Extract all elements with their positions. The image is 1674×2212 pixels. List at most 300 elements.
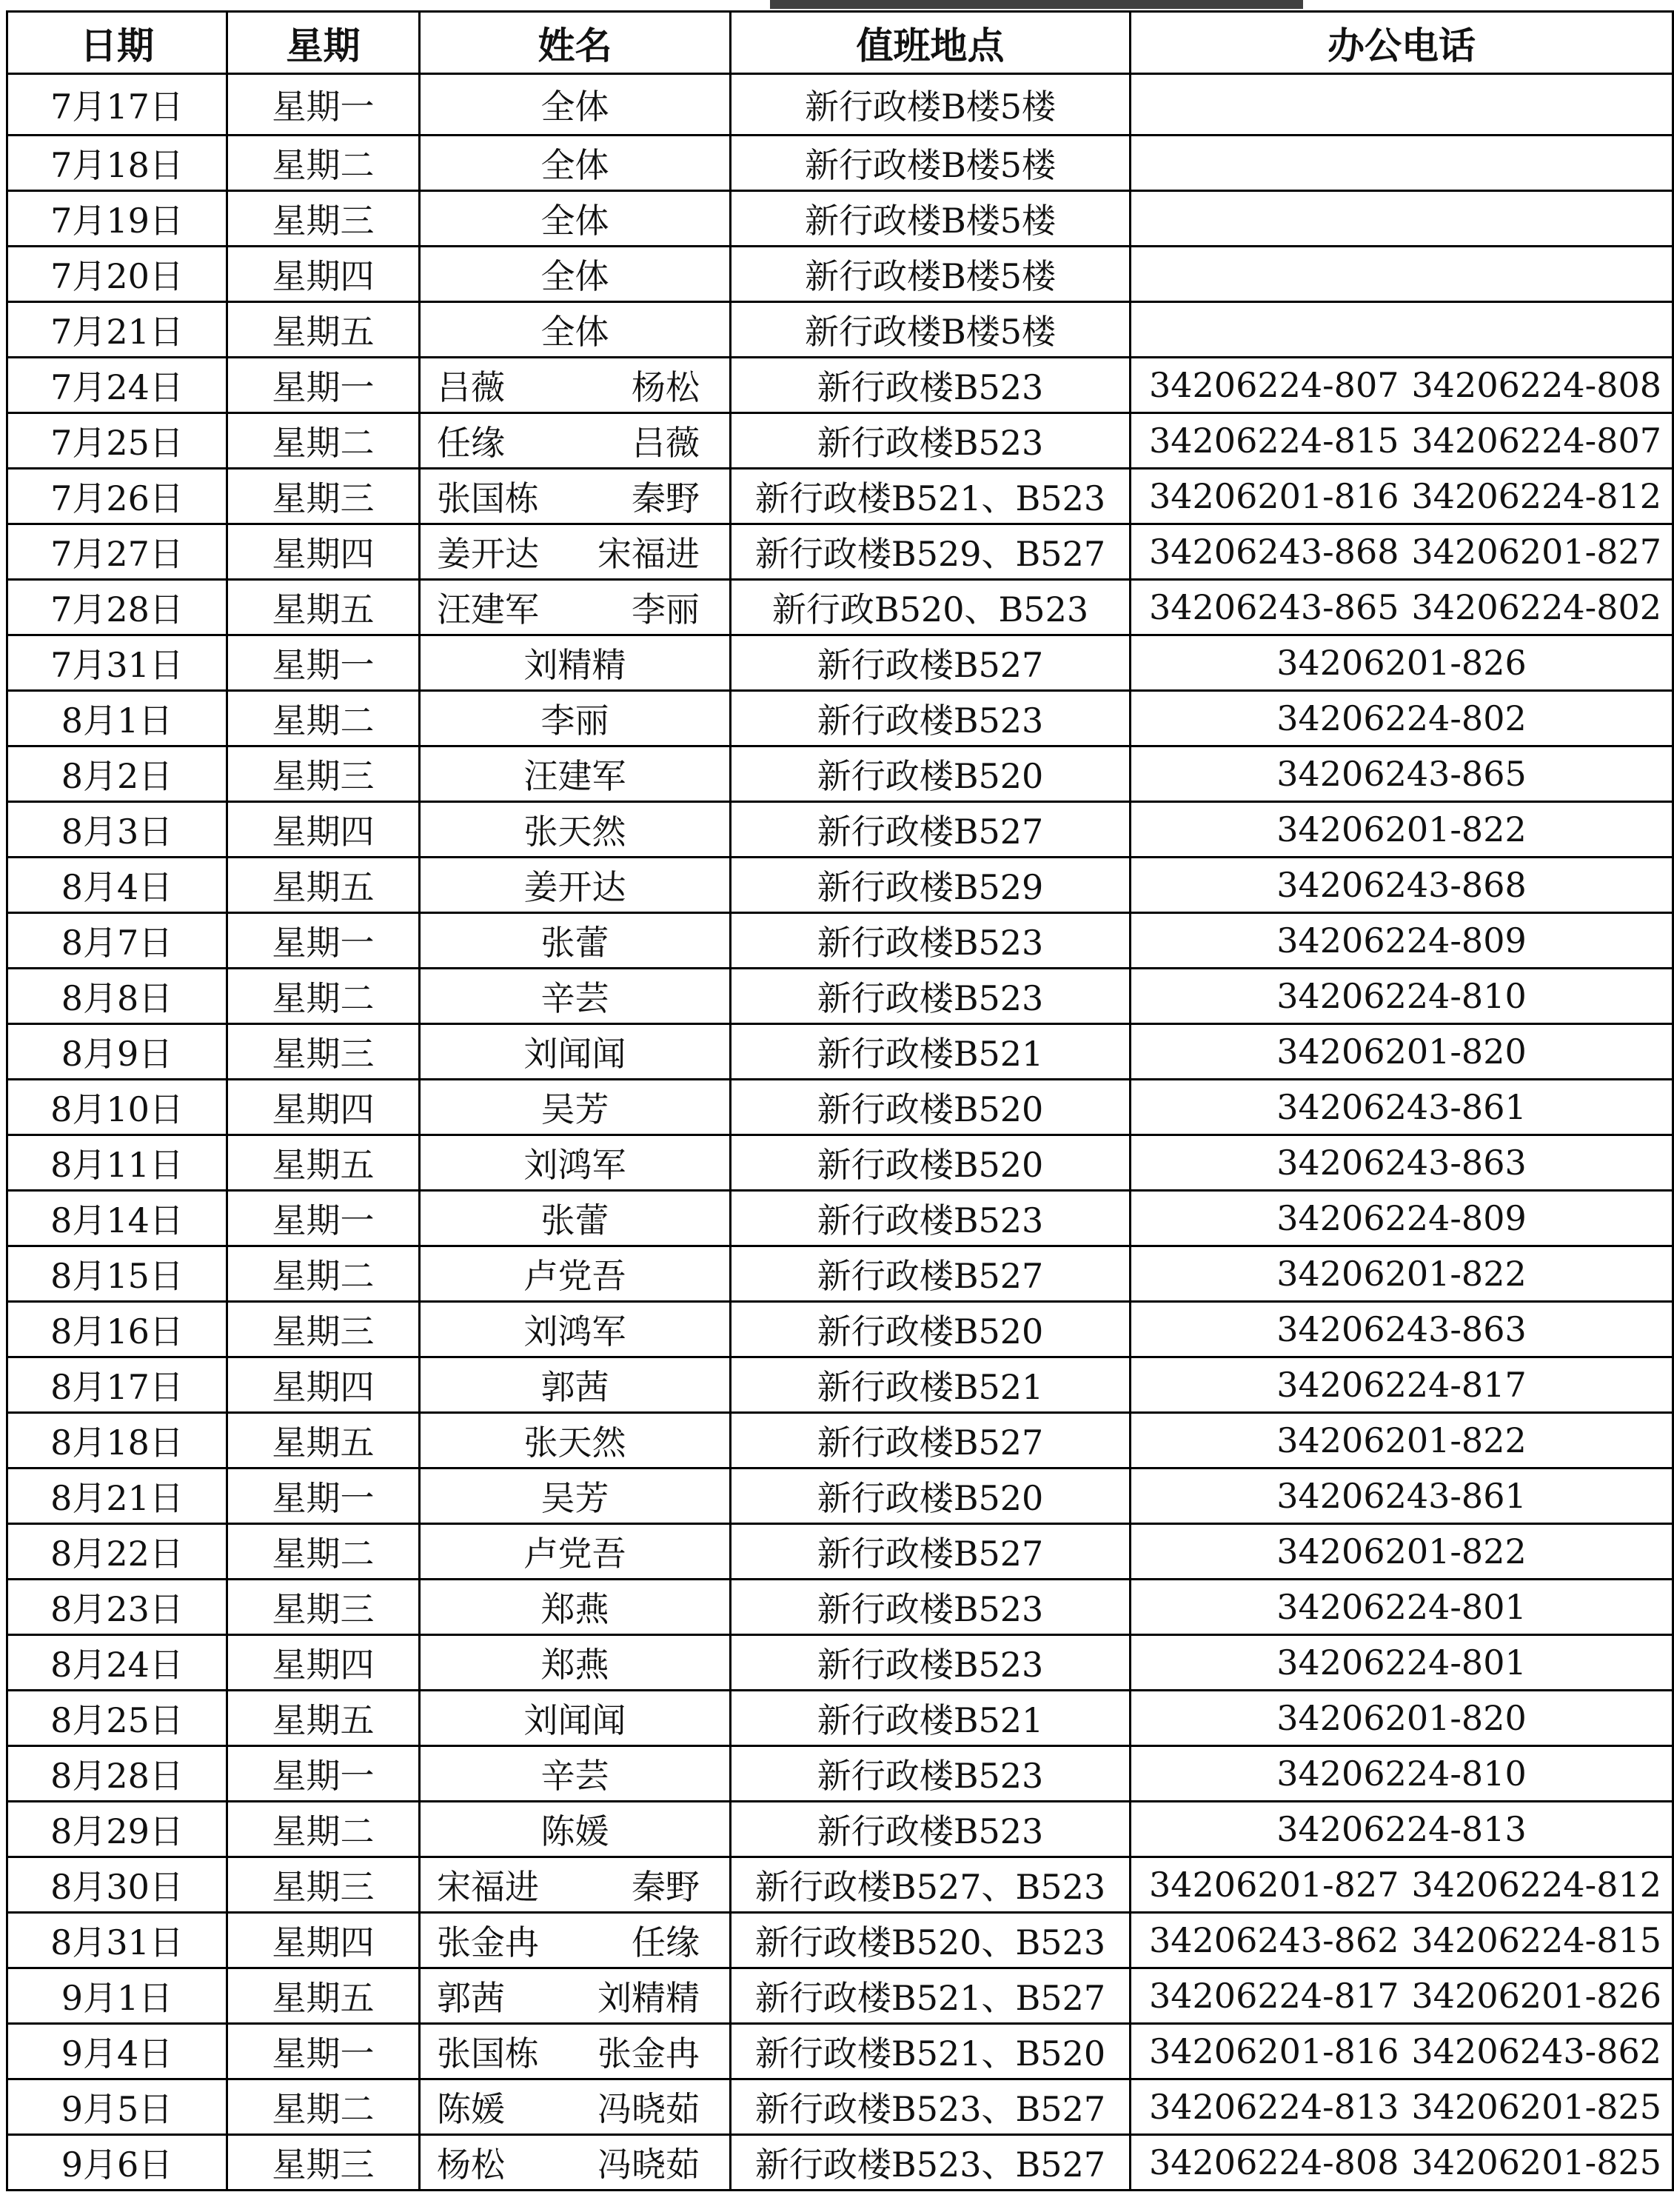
phone-number: 34206224-808 [1411,365,1661,405]
table-row [7,913,1673,969]
cell-name: 陈媛 [420,1802,731,1857]
cell-name [420,469,731,524]
phone-number: 34206224-812 [1411,476,1661,516]
table-row [7,1746,1673,1802]
cell-date: 7月31日 [7,635,227,691]
cell-name: 辛芸 [420,1746,731,1802]
cell-name: 刘鸿军 [420,1302,731,1357]
cell-name: 刘鸿军 [420,1135,731,1191]
phone-number: 34206201-825 [1411,2142,1661,2182]
table-row [7,413,1673,469]
duty-person: 刘精精 [597,1978,700,2018]
phone-number: 34206224-815 [1411,1920,1661,1960]
cell-location: 新行政楼B527 [731,635,1131,691]
cell-weekday: 星期三 [227,1302,420,1357]
cell-name: 张蕾 [420,913,731,969]
cell-name: 郭茜 [420,1357,731,1413]
cell-date: 8月25日 [7,1691,227,1746]
phone-pair [1131,365,1672,405]
phone-pair [1131,476,1672,516]
cell-weekday: 星期四 [227,247,420,302]
cell-weekday: 星期四 [227,1635,420,1691]
cell-name: 刘精精 [420,635,731,691]
cell-location: 新行政楼B521、B520 [731,2024,1131,2079]
table-row [7,635,1673,691]
cell-weekday: 星期三 [227,1024,420,1080]
duty-person: 吕薇 [437,367,505,407]
cell-phone: 34206224-813 [1131,1802,1673,1857]
cell-phone: 34206224-802 [1131,691,1673,746]
cell-date: 8月4日 [7,858,227,913]
cell-location: 新行政楼B523、B527 [731,2079,1131,2135]
phone-number: 34206224-802 [1411,587,1661,627]
table-row [7,302,1673,358]
cell-name: 全体 [420,247,731,302]
cell-date: 7月17日 [7,74,227,136]
cell-phone [1131,2079,1673,2135]
cell-weekday: 星期四 [227,1913,420,1968]
cell-date: 7月24日 [7,358,227,413]
cell-phone [1131,191,1673,247]
table-row [7,1913,1673,1968]
cell-location: 新行政楼B楼5楼 [731,136,1131,191]
cell-name [420,413,731,469]
cell-location: 新行政楼B523、B527 [731,2135,1131,2191]
table-row [7,136,1673,191]
cell-phone [1131,1968,1673,2024]
cell-phone: 34206243-863 [1131,1302,1673,1357]
cell-location: 新行政楼B520 [731,1468,1131,1524]
duty-person: 李丽 [632,589,700,629]
cell-location: 新行政楼B523 [731,1635,1131,1691]
cell-date: 8月24日 [7,1635,227,1691]
cell-location: 新行政楼B520 [731,1080,1131,1135]
cell-name [420,524,731,580]
cell-location: 新行政楼B523 [731,358,1131,413]
cell-date: 9月4日 [7,2024,227,2079]
cell-name: 全体 [420,302,731,358]
duty-person: 张国栋 [437,2034,539,2074]
table-row [7,191,1673,247]
duty-person: 宋福进 [597,534,700,574]
table-row [7,2135,1673,2191]
cell-name: 卢党吾 [420,1524,731,1580]
cell-date: 8月10日 [7,1080,227,1135]
name-pair [421,2082,729,2131]
cell-weekday: 星期三 [227,1857,420,1913]
cell-name: 吴芳 [420,1080,731,1135]
cell-phone [1131,302,1673,358]
cell-location: 新行政楼B523 [731,1802,1131,1857]
cell-name: 姜开达 [420,858,731,913]
duty-person: 吕薇 [632,423,700,463]
cell-weekday: 星期五 [227,1691,420,1746]
cell-phone: 34206243-861 [1131,1468,1673,1524]
table-row [7,247,1673,302]
cell-location: 新行政楼B523 [731,1580,1131,1635]
cell-weekday: 星期五 [227,1135,420,1191]
cell-weekday: 星期五 [227,1413,420,1468]
name-pair [421,1860,729,1909]
table-row [7,1191,1673,1246]
cell-weekday: 星期二 [227,1524,420,1580]
table-row [7,691,1673,746]
phone-number: 34206201-825 [1411,2087,1661,2127]
cell-weekday: 星期二 [227,691,420,746]
cell-name [420,1857,731,1913]
cell-phone: 34206224-809 [1131,1191,1673,1246]
cell-phone [1131,2135,1673,2191]
cell-name: 郑燕 [420,1580,731,1635]
table-row [7,1246,1673,1302]
cell-name: 李丽 [420,691,731,746]
phone-number: 34206224-807 [1411,421,1661,461]
duty-person: 汪建军 [437,589,539,629]
duty-person: 宋福进 [437,1867,539,1907]
cell-phone [1131,1857,1673,1913]
table-row [7,746,1673,802]
cell-phone [1131,247,1673,302]
duty-person: 任缘 [437,423,505,463]
name-pair [421,416,729,465]
header-row [7,12,1673,74]
table-row [7,1580,1673,1635]
phone-number: 34206224-812 [1411,1865,1661,1905]
phone-number: 34206224-807 [1149,365,1399,405]
table-row [7,1691,1673,1746]
cell-date: 8月1日 [7,691,227,746]
table-row [7,2079,1673,2135]
cell-date: 7月19日 [7,191,227,247]
cell-weekday: 星期二 [227,136,420,191]
header-date: 日期 [7,12,227,74]
cell-location: 新行政楼B520 [731,1302,1131,1357]
name-pair [421,2027,729,2076]
table-row [7,1024,1673,1080]
name-pair [421,472,729,521]
cell-phone: 34206224-817 [1131,1357,1673,1413]
cell-name: 张天然 [420,802,731,858]
cell-name [420,1968,731,2024]
cell-name [420,580,731,635]
cell-weekday: 星期五 [227,580,420,635]
cell-location: 新行政楼B521 [731,1024,1131,1080]
cell-phone: 34206224-810 [1131,969,1673,1024]
table-row [7,2024,1673,2079]
phone-number: 34206201-816 [1149,476,1399,516]
cell-location: 新行政楼B527 [731,802,1131,858]
cell-location: 新行政楼B楼5楼 [731,247,1131,302]
table-row [7,74,1673,136]
cell-weekday: 星期二 [227,1246,420,1302]
cell-phone: 34206224-801 [1131,1635,1673,1691]
cell-weekday: 星期一 [227,913,420,969]
cell-location: 新行政楼B521 [731,1691,1131,1746]
phone-number: 34206201-816 [1149,2031,1399,2071]
cell-location: 新行政楼B521、B523 [731,469,1131,524]
cell-location: 新行政楼B520 [731,1135,1131,1191]
cell-phone: 34206201-822 [1131,1413,1673,1468]
cell-phone [1131,469,1673,524]
cell-date: 8月18日 [7,1413,227,1468]
header-weekday: 星期 [227,12,420,74]
cell-weekday: 星期一 [227,1468,420,1524]
name-pair [421,361,729,410]
phone-pair [1131,2142,1672,2182]
cell-weekday: 星期一 [227,358,420,413]
roster-body [7,74,1673,2191]
phone-pair [1131,1920,1672,1960]
cell-weekday: 星期四 [227,1080,420,1135]
cell-name: 刘闻闻 [420,1024,731,1080]
cell-date: 8月30日 [7,1857,227,1913]
duty-person: 陈媛 [437,2089,505,2129]
cell-date: 8月7日 [7,913,227,969]
table-row [7,1857,1673,1913]
table-row [7,469,1673,524]
table-row [7,1413,1673,1468]
phone-number: 34206201-827 [1411,532,1661,572]
cell-phone [1131,136,1673,191]
cell-name: 全体 [420,74,731,136]
table-row [7,1802,1673,1857]
cell-name [420,1913,731,1968]
cell-location: 新行政楼B楼5楼 [731,74,1131,136]
cell-phone [1131,524,1673,580]
cell-date: 8月22日 [7,1524,227,1580]
duty-person: 张金冉 [597,2034,700,2074]
cell-phone [1131,358,1673,413]
duty-person: 杨松 [632,367,700,407]
cell-name [420,358,731,413]
phone-pair [1131,2031,1672,2071]
cell-name: 全体 [420,191,731,247]
cell-date: 7月18日 [7,136,227,191]
cell-weekday: 星期四 [227,802,420,858]
cell-date: 8月8日 [7,969,227,1024]
cell-date: 7月26日 [7,469,227,524]
table-row [7,358,1673,413]
cell-location: 新行政楼B523 [731,413,1131,469]
name-pair [421,2138,729,2187]
duty-roster-sheet [6,10,1672,2191]
duty-person: 秦野 [632,478,700,518]
cell-name: 郑燕 [420,1635,731,1691]
cell-date: 8月16日 [7,1302,227,1357]
phone-pair [1131,2087,1672,2127]
header-location: 值班地点 [731,12,1131,74]
cell-phone: 34206201-822 [1131,1246,1673,1302]
cell-name [420,2135,731,2191]
cell-date: 7月27日 [7,524,227,580]
duty-person: 冯晓茹 [597,2145,700,2185]
cell-phone [1131,413,1673,469]
cell-location: 新行政楼B521、B527 [731,1968,1131,2024]
cell-name: 卢党吾 [420,1246,731,1302]
name-pair [421,1916,729,1965]
cell-weekday: 星期一 [227,1191,420,1246]
cell-location: 新行政楼B527 [731,1246,1131,1302]
cell-date: 7月28日 [7,580,227,635]
cell-name: 吴芳 [420,1468,731,1524]
table-row [7,580,1673,635]
duty-person: 张金冉 [437,1922,539,1962]
cell-name: 全体 [420,136,731,191]
phone-pair [1131,587,1672,627]
cropped-title-remnant [770,0,1303,9]
phone-number: 34206243-862 [1149,1920,1399,1960]
cell-location: 新行政楼B521 [731,1357,1131,1413]
cell-weekday: 星期三 [227,191,420,247]
cell-date: 9月1日 [7,1968,227,2024]
cell-location: 新行政B520、B523 [731,580,1131,635]
cell-phone [1131,580,1673,635]
cell-date: 8月21日 [7,1468,227,1524]
cell-date: 8月31日 [7,1913,227,1968]
cell-location: 新行政楼B529 [731,858,1131,913]
table-row [7,524,1673,580]
cell-phone: 34206243-865 [1131,746,1673,802]
table-row [7,858,1673,913]
phone-number: 34206224-817 [1149,1976,1399,2016]
table-row [7,969,1673,1024]
cell-weekday: 星期一 [227,2024,420,2079]
phone-pair [1131,532,1672,572]
cell-weekday: 星期三 [227,469,420,524]
cell-weekday: 星期二 [227,2079,420,2135]
cell-location: 新行政楼B520 [731,746,1131,802]
duty-roster-table [6,10,1674,2191]
table-row [7,1357,1673,1413]
cell-date: 7月20日 [7,247,227,302]
cell-name: 张天然 [420,1413,731,1468]
cell-phone [1131,74,1673,136]
cell-phone: 34206201-822 [1131,1524,1673,1580]
phone-number: 34206243-868 [1149,532,1399,572]
cell-phone: 34206224-809 [1131,913,1673,969]
duty-person: 郭茜 [437,1978,505,2018]
cell-weekday: 星期一 [227,74,420,136]
cell-location: 新行政楼B523 [731,1191,1131,1246]
table-row [7,1524,1673,1580]
phone-pair [1131,421,1672,461]
cell-date: 8月28日 [7,1746,227,1802]
cell-phone: 34206201-826 [1131,635,1673,691]
cell-date: 8月29日 [7,1802,227,1857]
cell-date: 8月14日 [7,1191,227,1246]
cell-location: 新行政楼B523 [731,969,1131,1024]
cell-date: 8月11日 [7,1135,227,1191]
cell-weekday: 星期五 [227,302,420,358]
cell-phone [1131,2024,1673,2079]
cell-name: 辛芸 [420,969,731,1024]
cell-weekday: 星期五 [227,1968,420,2024]
cell-phone: 34206201-822 [1131,802,1673,858]
cell-name [420,2024,731,2079]
cell-date: 8月9日 [7,1024,227,1080]
cell-location: 新行政楼B520、B523 [731,1913,1131,1968]
cell-date: 9月6日 [7,2135,227,2191]
cell-weekday: 星期二 [227,969,420,1024]
table-row [7,1080,1673,1135]
cell-name: 刘闻闻 [420,1691,731,1746]
cell-weekday: 星期一 [227,1746,420,1802]
cell-phone: 34206243-868 [1131,858,1673,913]
cell-weekday: 星期一 [227,635,420,691]
phone-number: 34206243-865 [1149,587,1399,627]
cell-date: 8月17日 [7,1357,227,1413]
cell-location: 新行政楼B527 [731,1413,1131,1468]
cell-weekday: 星期三 [227,746,420,802]
header-name: 姓名 [420,12,731,74]
cell-weekday: 星期四 [227,524,420,580]
cell-weekday: 星期二 [227,413,420,469]
duty-person: 杨松 [437,2145,505,2185]
cell-name [420,2079,731,2135]
phone-number: 34206224-815 [1149,421,1399,461]
cell-date: 9月5日 [7,2079,227,2135]
cell-location: 新行政楼B523 [731,913,1131,969]
cell-location: 新行政楼B529、B527 [731,524,1131,580]
cell-phone: 34206201-820 [1131,1024,1673,1080]
cell-date: 7月21日 [7,302,227,358]
duty-person: 张国栋 [437,478,539,518]
cell-phone: 34206224-810 [1131,1746,1673,1802]
cell-location: 新行政楼B523 [731,691,1131,746]
phone-pair [1131,1976,1672,2016]
table-row [7,802,1673,858]
cell-location: 新行政楼B527 [731,1524,1131,1580]
cell-phone: 34206243-863 [1131,1135,1673,1191]
cell-date: 8月15日 [7,1246,227,1302]
duty-person: 秦野 [632,1867,700,1907]
cell-weekday: 星期五 [227,858,420,913]
cell-date: 8月2日 [7,746,227,802]
name-pair [421,1971,729,2020]
cell-weekday: 星期三 [227,2135,420,2191]
cell-phone: 34206224-801 [1131,1580,1673,1635]
phone-number: 34206243-862 [1411,2031,1661,2071]
cell-weekday: 星期二 [227,1802,420,1857]
name-pair [421,583,729,632]
phone-number: 34206201-827 [1149,1865,1399,1905]
cell-phone: 34206201-820 [1131,1691,1673,1746]
phone-number: 34206224-808 [1149,2142,1399,2182]
cell-weekday: 星期三 [227,1580,420,1635]
table-row [7,1635,1673,1691]
cell-date: 8月3日 [7,802,227,858]
duty-person: 任缘 [632,1922,700,1962]
table-row [7,1302,1673,1357]
cell-location: 新行政楼B523 [731,1746,1131,1802]
duty-person: 姜开达 [437,534,539,574]
cell-name: 汪建军 [420,746,731,802]
phone-pair [1131,1865,1672,1905]
cell-name: 张蕾 [420,1191,731,1246]
phone-number: 34206224-813 [1149,2087,1399,2127]
cell-date: 7月25日 [7,413,227,469]
table-row [7,1468,1673,1524]
cell-location: 新行政楼B楼5楼 [731,302,1131,358]
cell-location: 新行政楼B527、B523 [731,1857,1131,1913]
cell-phone: 34206243-861 [1131,1080,1673,1135]
table-row [7,1135,1673,1191]
header-phone: 办公电话 [1131,12,1673,74]
phone-number: 34206201-826 [1411,1976,1661,2016]
cell-weekday: 星期四 [227,1357,420,1413]
name-pair [421,527,729,576]
table-row [7,1968,1673,2024]
